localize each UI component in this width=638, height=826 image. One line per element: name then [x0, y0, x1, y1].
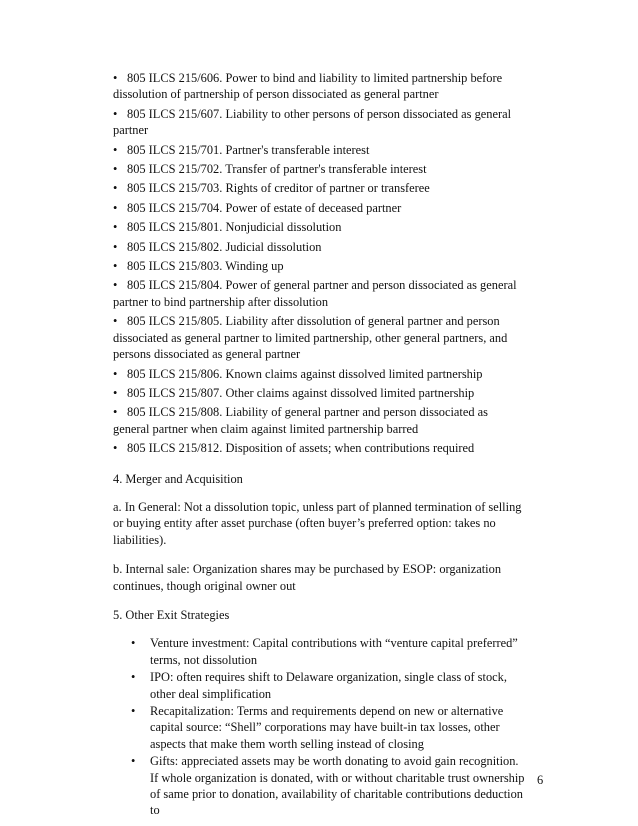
bullet-icon: •	[131, 636, 136, 651]
bullet-icon: •	[131, 754, 136, 769]
section-4-paragraph-b: b. Internal sale: Organization shares may be purchased by ESOP: organization continues, though original owner out	[113, 562, 502, 593]
bullet-icon: •	[131, 704, 136, 718]
statute-item	[113, 440, 525, 456]
statute-text: 805 ILCS 215/702. Transfer of partner's transferable interest	[127, 162, 427, 177]
statute-item	[113, 366, 525, 382]
bullet-icon: •	[113, 314, 118, 329]
exit-strategy-text: Venture investment: Capital contributions with “venture capital preferred” terms, not dissolution	[150, 636, 518, 667]
statute-text: 805 ILCS 215/704. Power of estate of deceased partner	[127, 200, 402, 215]
statute-text: 805 ILCS 215/606. Power to bind and liability to limited partnership before dissolution of partnership of person dissociated as general partner	[113, 71, 503, 102]
statute-list	[113, 70, 525, 457]
statute-text: 805 ILCS 215/802. Judicial dissolution	[127, 239, 322, 254]
bullet-icon: •	[113, 405, 118, 420]
exit-strategy-text: IPO: often requires shift to Delaware organization, single class of stock, other deal simplification	[150, 670, 507, 701]
statute-item	[113, 313, 525, 362]
bullet-icon: •	[131, 670, 136, 685]
bullet-icon: •	[113, 441, 118, 456]
exit-strategy-item	[131, 753, 525, 819]
statute-text: 805 ILCS 215/805. Liability after dissolution of general partner and person dissociated as general partner to limited partnership, other general partners, and persons dissociated as general partner	[113, 314, 508, 362]
bullet-icon: •	[113, 220, 118, 235]
statute-text: 805 ILCS 215/803. Winding up	[127, 259, 284, 274]
bullet-icon: •	[113, 278, 118, 293]
statute-item	[113, 258, 525, 274]
statute-item	[113, 239, 525, 255]
statute-item	[113, 70, 525, 103]
page-number: 6	[537, 773, 544, 787]
bullet-icon: •	[113, 162, 118, 177]
bullet-icon: •	[113, 71, 118, 85]
bullet-icon: •	[113, 239, 118, 254]
statute-text: 805 ILCS 215/806. Known claims against dissolved limited partnership	[127, 366, 483, 381]
exit-strategy-item	[131, 635, 525, 668]
statute-item	[113, 106, 525, 139]
bullet-icon: •	[113, 259, 118, 274]
section-4-heading: 4. Merger and Acquisition	[113, 471, 243, 486]
bullet-icon: •	[113, 142, 118, 157]
statute-item	[113, 219, 525, 235]
bullet-icon: •	[113, 106, 118, 121]
bullet-icon: •	[113, 181, 118, 196]
statute-item	[113, 161, 525, 177]
exit-strategy-item	[131, 669, 525, 702]
statute-item	[113, 142, 525, 158]
bullet-icon: •	[113, 366, 118, 381]
exit-strategy-text: Recapitalization: Terms and requirements depend on new or alternative capital source: “Shell” corporations may have built-in tax losses, other aspects that make them worth selling instead of closing	[150, 704, 504, 751]
statute-text: 805 ILCS 215/801. Nonjudicial dissolution	[127, 220, 342, 235]
statute-item	[113, 404, 525, 437]
statute-text: 805 ILCS 215/607. Liability to other persons of person dissociated as general partner	[113, 106, 512, 138]
bullet-icon: •	[113, 200, 118, 215]
page-content	[113, 70, 525, 820]
section-4-paragraph-a: a. In General: Not a dissolution topic, unless part of planned termination of selling or buying entity after asset purchase (often buyer’s preferred option: takes no liabilities).	[113, 499, 522, 547]
statute-text: 805 ILCS 215/701. Partner's transferable interest	[127, 142, 370, 157]
bullet-icon: •	[113, 385, 118, 400]
exit-strategy-item	[131, 703, 525, 752]
exit-strategy-text: Gifts: appreciated assets may be worth donating to avoid gain recognition. If whole organization is donated, with or without charitable trust ownership of same prior to donation, availability of charitable contributions deduction to	[150, 754, 525, 818]
statute-text: 805 ILCS 215/807. Other claims against dissolved limited partnership	[127, 385, 475, 400]
statute-text: 805 ILCS 215/812. Disposition of assets; when contributions required	[127, 441, 475, 456]
statute-item	[113, 385, 525, 401]
section-5-heading: 5. Other Exit Strategies	[113, 607, 230, 622]
statute-text: 805 ILCS 215/703. Rights of creditor of partner or transferee	[127, 181, 430, 196]
statute-text: 805 ILCS 215/804. Power of general partner and person dissociated as general partner to bind partnership after dissolution	[113, 278, 517, 309]
statute-item	[113, 200, 525, 216]
statute-item	[113, 180, 525, 196]
statute-item	[113, 277, 525, 310]
exit-strategy-list	[131, 635, 525, 818]
statute-text: 805 ILCS 215/808. Liability of general partner and person dissociated as general partner when claim against limited partnership barred	[113, 405, 488, 436]
